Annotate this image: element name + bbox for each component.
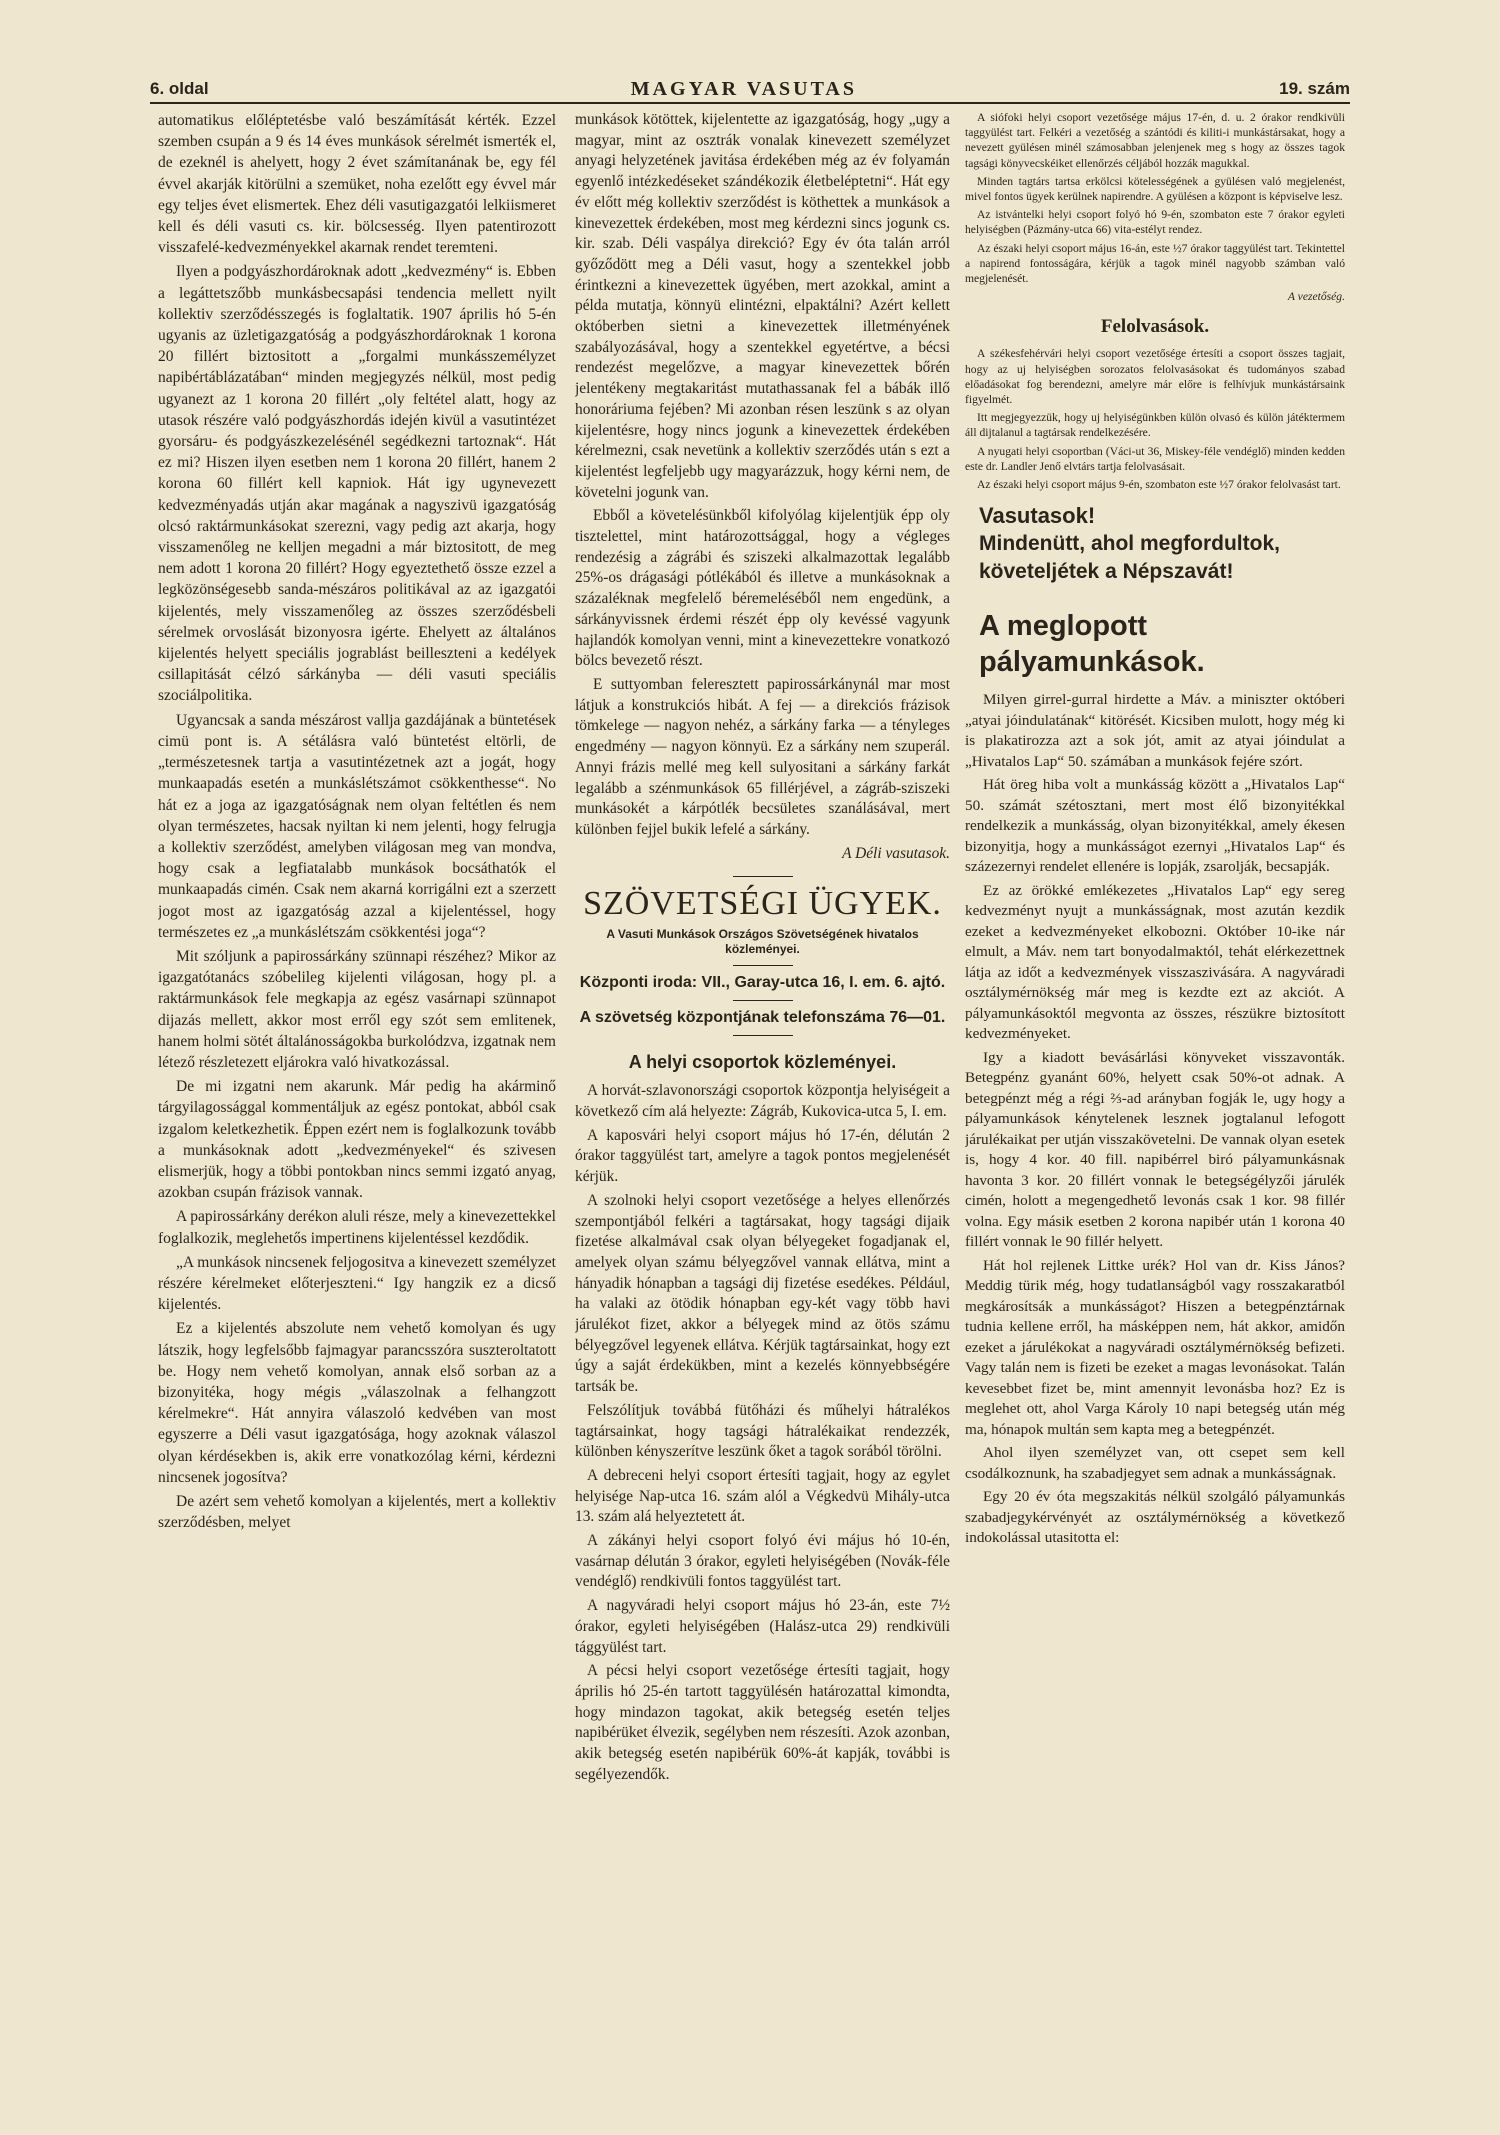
groups-heading: A helyi csoportok közleményei.: [628, 1052, 897, 1073]
article-title: A meglopott pályamunkások.: [979, 610, 1205, 679]
office-address: Központi iroda: VII., Garay-utca 16, I. em. 6. ajtó.: [579, 974, 946, 992]
page-number-label: 6. oldal: [150, 79, 209, 98]
group-notice: A kaposvári helyi csoport május hó 17-én, délután 2 órakor taggyülést tart, amelyre a tagok pontos megjelenését kérjük.: [575, 1126, 950, 1186]
reading-notice: A nyugati helyi csoportban (Váci-ut 36, Miskey-féle vendéglő) minden kedden este dr. Landler Jenő elvtárs tartja felolvasásait.: [965, 444, 1345, 473]
article-paragraph: Ugyancsak a sanda mészárost vallja gazdájának a büntetések cimü pont is. A sétálásra való büntetést eltörli, de „természetesnek tartja a vasutintézetnek azt a jogát, hogy munkaapadás esetén a munkáslétszámot csökkenthesse“. No hát ez a joga az igazgatóságnak nem olyan feltétlen és nem olyan természetes, hacsak nyiltan ki nem jelenti, hogy felrugja a kollektiv szerződést, amelyben világosan meg van mondva, hogy csak a legfiatalabb munkások bocsáthatók el munkaapadás cimén. Csak nem akarná korrigálni ezt a szerzett jogot most az igazgatóság azzal a kijelentéssel, hogy természetes ez „a munkáslétszám csökkentési joga“?: [158, 711, 556, 941]
divider: [733, 965, 793, 966]
article-paragraph: Hát hol rejlenek Littke urék? Hol van dr. Kiss János? Meddig türik még, hogy tudatlanságból vagy rosszakaratból megkárosítsák a munkásságot? Hiszen a betegpénztárnak tudnia kellene erről, ha másképpen nem, hát akkor, amidőn ezeket a járulékokat a nagyváradi osztálymérnökség befizeti. Vagy talán nem is fizeti be ezeket a magas levonásokat. Talán kevesebbet fizet be, mint amennyit levonásba hoz? Ez is meglehet ott, ahol Varga Károly 10 napi betegség után még ma, hónapok multán sem kapta meg a betegpénzét.: [965, 1256, 1345, 1438]
article-paragraph: Ebből a követelésünkből kifolyólag kijelentjük épp oly tisztelettel, mint határozottsággal, hogy a végleges rendezésig a zágrábi és sziszeki alkalmazottak legalább 25%-os drágasági pótlékából és illetve a munkásoknak a százaléknak megfelelő béremeléséből nem engedünk, a sárkányvissnek érdemi részét épp oly kevéssé vagyunk hajlandók komolyan venni, mint a kinevezettekre vonatkozó bölcs bevezető részt.: [575, 507, 950, 670]
section-subtitle: A Vasuti Munkások Országos Szövetségének hivatalos közleményei.: [606, 927, 919, 957]
group-notice: A nagyváradi helyi csoport május hó 23-án, este 7½ órakor, egyleti helyiségében (Halász-utca 29) rendkivüli tággyülést tart.: [575, 1597, 950, 1656]
article-paragraph: automatikus előléptetésbe való beszámítását kérték. Ezzel szemben csupán a 9 és 14 éves munkások sérelmét ismerték el, de ezeknél is ahelyett, hogy 2 évet számítanának be, egy fél évvel akarják kitörülni a szemüket, noha ezelőtt egy évvel már egy teljes évet elismertek. Ehez déli vasutigazgatói lelkiismeret kell és déli vasuti cs. kir. bölcsesség. Ilyen patentirozott visszafelé-kedvezményekkel akarnak rendet teremteni.: [158, 112, 556, 257]
article-paragraph: Ez a kijelentés abszolute nem vehető komolyan és ugy látszik, hogy legfelsőbb fajmagyar parancsszóra suszteroltatott be. Hogy nem vehető komolyan, annak első sorban az a bizonyitéka, hogy mégis „válaszolnak a felhangzott kérelmekre“. Hát annyira válaszoló kedvében van most egyszerre a Déli vasut igazgatósága, hogy azoknak válaszol olyan kérdésekben is, akik erre vonatkozólag kérni, kérdezni nincsenek jogosítva?: [158, 1320, 556, 1486]
article-paragraph: Ez az örökké emlékezetes „Hivatalos Lap“ egy sereg kedvezményt nyujt a munkásságnak, most azután kezdik ezeket a kedvezményeket elkobozni. Október 10-ike nár elmult, a Máv. nem tart bonyodalmaktól, tehát elérkezettnek látja az időt a kedvezmények visszaszivására. A nagyváradi osztálymérnökség már meg is kezdte ezt az akciót. A pályamunkásoktól megvonta az összes, részükre biztosított kedvezményeket.: [965, 881, 1345, 1043]
group-notice: A pécsi helyi csoport vezetősége értesíti tagjait, hogy április hó 25-én tartott taggyülésén határozattal kimondta, hogy mindazon tagokat, akik betegség esetén teljes napibérüket élvezik, segélyben nem részesíti. Azok azonban, akik betegség esetén napibérük 60%-át kapják, további is segélyezendők.: [575, 1662, 950, 1783]
article-paragraph: munkások kötöttek, kijelentette az igazgatóság, hogy „ugy a magyar, mint az osztrák vonalak kinevezett személyzet anyagi helyzetének javitása érdekében még az év folyamán egyenlő intézkedéseket szándékozik életbeléptetni“. Hát egy év előtt még kollektiv szerződést is köthettek a munkások a kinevezettek érdekében, most meg kérdezni sincs jogunk cs. kir. szab. Déli vaspálya direkció? Egy év óta talán arról győződött meg a Déli vasut, hogy a szentekkel jobb érintkezni a kinevezettek ügyében, mert azokkal, amint a példa mutatja, könnyü elintézni, elpaktálni? Azért kellett októberben sietni a kinevezettek illetményének szabályozásával, hogy a szentekkel egyetértve, a bécsi rendezést megelőzve, a magyar kinevezettek bőrén jelentékeny megtakaritást mutathassanak fel a bábák illő honoráriuma fejében? Mi azonban résen leszünk s az olyan kijelentésre, hogy nincs jogunk a kinevezettek érdekében kérelmezni, csak nevetünk a kollektiv szerződés után s ezt a kijelentést legfeljebb ugy magyarázzuk, hogy kérni nem, de követelni jogunk van.: [575, 111, 950, 501]
divider: [733, 1000, 793, 1001]
group-notice: A szolnoki helyi csoport vezetősége a helyes ellenőrzés szempontjából felkéri a tagtársakat, hogy tagsági dijaik fizetése alkalmával csak olyan bélyegeket fogadjanak el, amelyek olyan számu bélyegzővel vannak ellátva, mint a hányadik hónapban a tagsági dij fizetése esedékes. Például, ha valaki az ötödik hónapban egy-két vagy több havi járulékot fizet, akkor a bélyegek mind az ötös számu bélyegzővel legyenek ellátva. Kérjük tagtársainkat, hogy ezt úgy a saját érdekükben, mint a kezelés könnyebbségére tartsák be.: [575, 1191, 950, 1396]
reading-notice: Az északi helyi csoport május 9-én, szombaton este ½7 órakor felolvasást tart.: [977, 478, 1341, 492]
article-paragraph: Igy a kiadott bevásárlási könyveket visszavonták. Betegpénz gyanánt 60%, helyett csak 50%-ot adnak. A betegpénzt még a régi ⅔-ad arányban fogják le, ugy hogy a pályamunkások kénytelenek lesznek jogtalanul lefogott járulékaikat per utján visszakövetelni. De vannak olyan esetek is, hogy 4 kor. 40 fill. napibérrel biró pályamunkásnak havonta 3 kor. 20 fillért vonnak le betegségélyzői járulék cimén, holott a megengedhető levonás csak 1 kor. 98 fillér volna. Egy másik esetben 2 korona napibér után 1 korona 40 fillért vonnak le 90 fillér helyett.: [965, 1048, 1345, 1251]
group-notice: A debreceni helyi csoport értesíti tagjait, hogy az egylet helyisége Nap-utca 16. szám alól a Végkedvü Mihály-utca 13. szám alá helyeztetett át.: [575, 1466, 950, 1526]
article-paragraph: „A munkások nincsenek feljogositva a kinevezett személyzet részére kérelmeket előterjeszteni.“ Igy hangzik ez a dicső kijelentés.: [158, 1253, 556, 1314]
column-2: [575, 110, 950, 2045]
article-paragraph: Milyen girrel-gurral hirdette a Máv. a miniszter októberi „atyai jóindulatának“ kitörését. Kicsiben mulott, hogy még ki is plakatirozza azt a sok jót, amit az atyai jóindulat a „Hivatalos Lap“ 50. számában a munkások fejére szórt.: [965, 691, 1345, 770]
column-1: [158, 110, 556, 2045]
readings-heading: Felolvasások.: [1100, 316, 1210, 338]
article-paragraph: Ahol ilyen személyzet van, ott csepet sem kell csodálkoznunk, ha szabadjegyet sem adnak a munkásságnak.: [965, 1444, 1345, 1482]
slogan-line: Mindenütt, ahol megfordultok,: [979, 532, 1280, 556]
newspaper-title: MAGYAR VASUTAS: [630, 77, 857, 100]
slogan-line: követeljétek a Népszavát!: [979, 560, 1234, 584]
article-signature: A Déli vasutasok.: [842, 844, 950, 862]
article-paragraph: Hát öreg hiba volt a munkásság között a „Hivatalos Lap“ 50. számát szétosztani, mert most élő bizonyitékkal rendelkezik a munkásság, olyan bizonyitékkal, amely ékesen bizonyitja, hogy a munkásságot ezernyi „Hivatalos Lap“ és százezernyi rendelet ellenére is lopják, zsarolják, becsapják.: [965, 776, 1345, 876]
group-notice: Az északi helyi csoport május 16-án, este ½7 órakor taggyülést tart. Tekintettel a napirend fontosságára, kérjük a tagok minél nagyobb számban való megjelenését.: [965, 241, 1345, 286]
group-notice: Minden tagtárs tartsa erkölcsi kötelességének a gyülésen való megjelenést, mivel fontos ügyek kerülnek napirendre. A gyülésen a központ is képviselve lesz.: [965, 174, 1345, 204]
article-paragraph: Mit szóljunk a papirossárkány szünnapi részéhez? Mikor az igazgatótanács szóbelileg kijelenti világosan, hogy pl. a raktármunkások fele megkapja az egész vasárnapi szünnapot dijazás mellett, akkor most erről egy szót sem emlitenek, hanem holmi sötét általánosságokba burkolódzva, izgatnak nem létező részletezett eljárokra való hivatkozással.: [158, 947, 556, 1071]
group-notice: A siófoki helyi csoport vezetősége május 17-én, d. u. 2 órakor rendkivüli taggyülést tart. Felkéri a vezetőség a szántódi és kiliti-i munkástársakat, hogy a nevezett gyülésen minél számosabban jelenjenek meg s hogy az összes tagok tagsági könyvecskéiket ellenőrzés céljából hozzák magukkal.: [965, 111, 1345, 170]
reading-notice: A székesfehérvári helyi csoport vezetősége értesíti a csoport összes tagjait, hogy az uj helyiségben sorozatos felolvasásokat és tudományos szabad előadásokat fog berendezni, amelyre már előre is felhívjuk munkástársaink figyelmét.: [965, 347, 1345, 407]
group-notice: Felszólítjuk továbbá fütőházi és műhelyi hátralékos tagtársainkat, hogy tagsági hátralékaikat rendezzék, különben kényszerítve leszünk őket a tagok sorából törölni.: [575, 1401, 950, 1461]
column-3: [965, 110, 1345, 2045]
article-paragraph: A papirossárkány derékon aluli része, mely a kinevezettekkel foglalkozik, meglehetős impertinens kijelentéssel kezdődik.: [158, 1208, 556, 1247]
issue-number: 19. szám: [1279, 79, 1350, 98]
section-title: SZÖVETSÉGI ÜGYEK.: [583, 885, 942, 923]
divider: [733, 876, 793, 877]
reading-notice: Itt megjegyezzük, hogy uj helyiségünkben külön olvasó és külön játéktermem áll dijtalanul a tagtársak rendelkezésére.: [965, 411, 1345, 440]
group-notice: A horvát-szlavonországi csoportok központja helyiségeit a következő cím alá helyezte: Zágráb, Kukovica-utca 5, I. em.: [575, 1082, 950, 1121]
notice-signature: A vezetőség.: [1287, 290, 1345, 304]
article-paragraph: Ilyen a podgyászhordároknak adott „kedvezmény“ is. Ebben a legáttetszőbb munkásbecsapási tendencia mellett nyilt kollektiv szerződésszegés is foglaltatik. 1907 április hó 5-én ugyanis az üzletigazgatóság a podgyászhordároknak 1 korona 20 fillért biztositott a „forgalmi munkásszemélyzet napibértáblázatában“ minden megjegyzés nélkül, most pedig ugyanezt az 1 korona 20 fillért „oly feltétel alatt, hogy az utasok részére való podgyászhordás idején kivül a vasutintézet gyorsáru- és podgyászkezelésénél segédkezni tartoznak“. Hát ez mi? Hiszen ilyen esetben nem 1 korona 20 fillért, hanem 2 korona 60 fillért kell kapniok. Hát igy ugynevezett kedvezményadás utján akar magának a nagyszivü igazgatóság olcsó raktármunkásokat szerezni, vagy pedig azt akarja, hogy visszamenőleg ne kelljen megadni a már biztositott, de meg nem adott 1 korona 20 fillért? Hogy egyeztethető össze ezzel a legközönségesebb sanda-mészáros politikával az az igazgatói kijelentés, mely visszamenőleg az összes szerződésbeli sérelmek orvoslását bizonyosra igérte. Ehelyett az általános kijelentés helyett speciális jograblást beilleszteni a kedélyek csillapitását célzó sárkányba — déli vasuti speciális szociálpolitika.: [158, 263, 556, 705]
group-notice: Az istvántelki helyi csoport folyó hó 9-én, szombaton este 7 órakor egyleti helyiségben (Pázmány-utca 66) vita-estélyt rendez.: [965, 208, 1345, 237]
article-paragraph: E suttyomban feleresztett papirossárkánynál mar most látjuk a konstrukciós hibát. A fej — a direkciós frázisok tömkelege — nagyon nehéz, a sárkány farka — a tényleges engedmény — nagyon könnyü. Ez a sárkány nem szuperál. Annyi frázis mellé meg kell sulyositani a sárkány farkát legalább a szénmunkások 65 fillérjével, a zágráb-sziszeki munkásokét a kárpótlék becsületes szanálásával, mert különben fejjel bukik lefelé a sárkány.: [575, 675, 950, 838]
phone-number: A szövetség központjának telefonszáma 76—01.: [579, 1009, 946, 1027]
article-paragraph: Egy 20 év óta megszakitás nélkül szolgáló pályamunkás szabadjegykérvényét az osztálymérnökség a következő indokolással utasitotta el:: [965, 1488, 1345, 1547]
article-paragraph: De azért sem vehető komolyan a kijelentés, mert a kollektiv szerződésben, melyet: [158, 1493, 556, 1532]
slogan-line: Vasutasok!: [979, 503, 1096, 529]
header-rule: [150, 102, 1350, 104]
slogan-box: [979, 502, 1345, 586]
group-notice: A zákányi helyi csoport folyó évi május hó 10-én, vasárnap délután 3 órakor, egyleti helyiségében (Novák-féle vendéglő) rendkivüli fontos taggyülést tart.: [575, 1532, 950, 1591]
page-header: [150, 78, 1350, 100]
article-paragraph: De mi izgatni nem akarunk. Már pedig ha akárminő tárgyilagossággal kommentáljuk az egész pontokat, abból csak izgalom keletkezhetik. Éppen ezért nem is foglalkozunk tovább a munkásoknak adott „kedvezményekel“ és szivesen elismerjük, hogy a többi pontokban nincs semmi izgató anyag, azokban csupán frázisok vannak.: [158, 1078, 556, 1202]
divider: [733, 1035, 793, 1036]
